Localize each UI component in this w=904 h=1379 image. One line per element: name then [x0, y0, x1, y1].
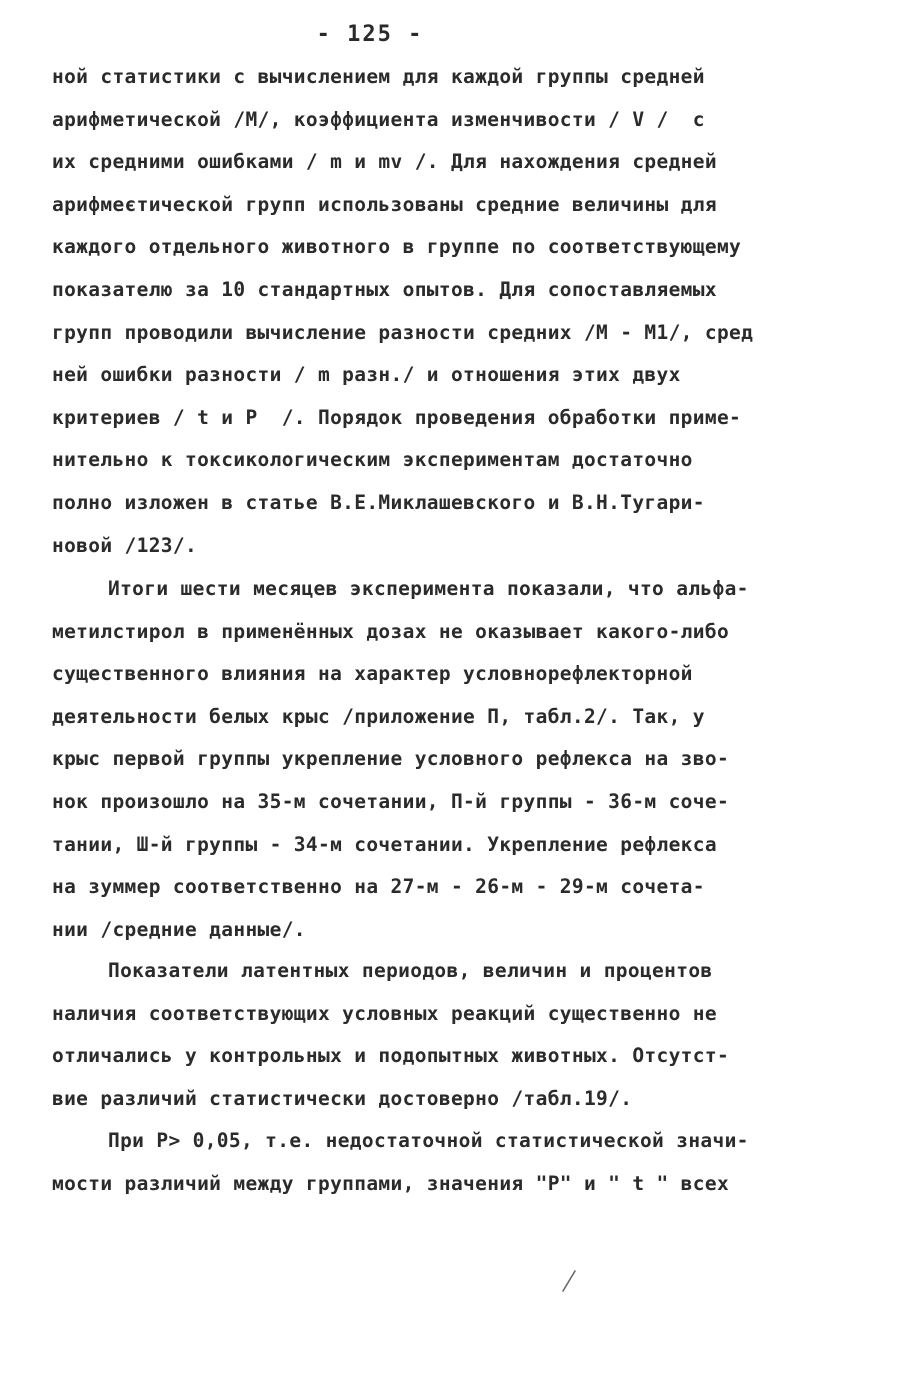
text-line: арифмеєтической групп использованы средние величины для [52, 192, 717, 216]
text-line: мости различий между группами, значения "P" и " t " всех [52, 1171, 730, 1195]
text-line: вие различий статистически достоверно /табл.19/. [52, 1086, 633, 1110]
text-line: на зуммер соответственно на 27-м - 26-м - 29-м сочета- [52, 875, 705, 899]
text-line: каждого отдельного животного в группе по соответствующему [52, 235, 742, 259]
text-line: показателю за 10 стандартных опытов. Для сопоставляемых [52, 277, 717, 301]
text-line: нительно к токсикологическим экспериментам достаточно [52, 448, 693, 472]
text-line: ней ошибки разности / m разн./ и отношения этих двух [52, 363, 681, 387]
text-line: Итоги шести месяцев эксперимента показали, что альфа- [108, 577, 749, 600]
text-line: полно изложен в статье В.Е.Миклашевского и В.Н.Тугари- [52, 490, 705, 514]
paragraph-1 [52, 56, 852, 567]
text-line: новой /123/. [52, 533, 198, 557]
text-line: ной статистики с вычислением для каждой группы средней [52, 65, 705, 88]
text-line: тании, Ш-й группы - 34-м сочетании. Укрепление рефлекса [52, 832, 717, 856]
text-line: крыс первой группы укрепление условного рефлекса на зво- [52, 747, 730, 771]
text-line: При P> 0,05, т.е. недостаточной статистической значи- [108, 1129, 749, 1152]
text-line: нок произошло на 35-м сочетании, П-й группы - 36-м соче- [52, 789, 730, 813]
text-line: нии /средние данные/. [52, 917, 306, 941]
pen-mark-icon [560, 1268, 578, 1294]
text-line: Показатели латентных периодов, величин и процентов [108, 959, 713, 982]
text-line: существенного влияния на характер условнорефлекторной [52, 662, 693, 686]
text-line: их средними ошибками / m и mv /. Для нахождения средней [52, 150, 717, 174]
page-number: - 125 - [316, 22, 424, 47]
text-line: групп проводили вычисление разности средних /M - M1/, сред [52, 320, 754, 344]
text-line: метилстирол в применённых дозах не оказывает какого-либо [52, 619, 730, 643]
paragraph-2 [52, 568, 852, 951]
text-line: деятельности белых крыс /приложение П, табл.2/. Так, у [52, 704, 705, 728]
paragraph-3 [52, 950, 852, 1120]
text-line: критериев / t и P /. Порядок проведения обработки приме- [52, 405, 742, 429]
text-line: отличались у контрольных и подопытных животных. Отсутст- [52, 1044, 730, 1068]
text-line: арифметической /M/, коэффициента изменчивости / V / с [52, 107, 705, 131]
text-line: наличия соответствующих условных реакций существенно не [52, 1001, 717, 1025]
paragraph-4 [52, 1120, 852, 1205]
